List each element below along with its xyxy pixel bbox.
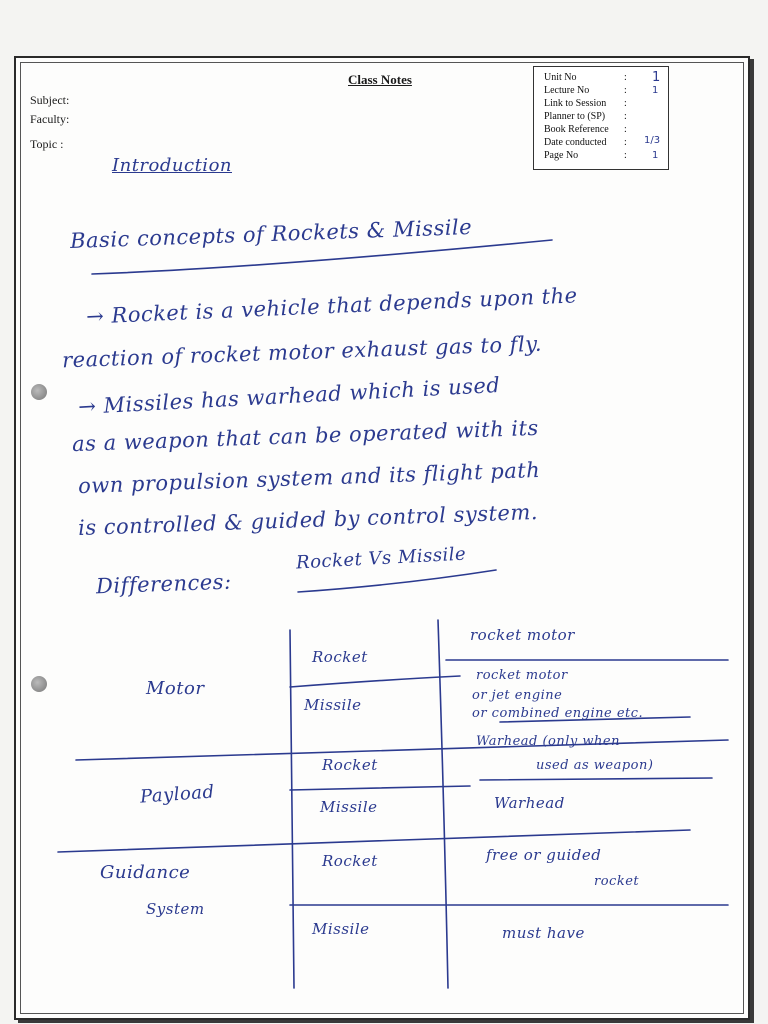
category-guidance-line-2: System <box>146 900 205 918</box>
differences-title: Rocket Vs Missile <box>295 543 467 574</box>
motor-missile-desc-2: or jet engine <box>472 688 563 703</box>
notes-line-3: → Missiles has warhead which is used <box>77 372 501 420</box>
differences-label: Differences: <box>95 569 232 599</box>
motor-missile-desc-1: rocket motor <box>476 668 568 683</box>
payload-rocket-desc-2: used as weapon) <box>536 758 654 773</box>
notes-line-1: → Rocket is a vehicle that depends upon the <box>85 283 578 329</box>
page-title: Class Notes <box>348 72 412 87</box>
category-guidance-line-1: Guidance <box>100 862 191 883</box>
category-payload: Payload <box>139 781 216 808</box>
meta-value-date: 1/3 <box>644 135 661 146</box>
notes-line-4: as a weapon that can be operated with its <box>71 415 540 457</box>
notes-line-5: own propulsion system and its flight path <box>77 457 541 499</box>
topic-value: Introduction <box>112 155 232 176</box>
meta-value-lecture: 1 <box>652 85 659 96</box>
meta-label-link: Link to Session <box>544 98 607 109</box>
motor-rocket-type: Rocket <box>312 648 368 666</box>
meta-label-page: Page No <box>544 150 579 161</box>
guidance-missile-type: Missile <box>312 920 370 938</box>
motor-rocket-desc: rocket motor <box>470 626 575 644</box>
subject-label: Subject: <box>30 93 70 107</box>
guidance-rocket-desc-2: rocket <box>594 874 640 889</box>
notes-line-6: is controlled & guided by control system. <box>77 499 539 541</box>
topic-label: Topic : <box>30 137 64 151</box>
meta-value-unit: 1 <box>652 70 661 85</box>
meta-label-unit: Unit No <box>544 72 577 83</box>
meta-value-page: 1 <box>652 150 659 161</box>
payload-rocket-type: Rocket <box>322 756 378 774</box>
payload-missile-desc: Warhead <box>494 794 565 812</box>
category-motor: Motor <box>146 678 205 699</box>
notes-line-2: reaction of rocket motor exhaust gas to fly. <box>61 331 543 373</box>
faculty-label: Faculty: <box>30 112 70 126</box>
meta-label-lecture: Lecture No <box>544 85 590 96</box>
meta-box: Unit No Lecture No Link to Session Planner to (SP) Book Reference Date conducted Page No : : : : : : : 1 1 1/3 1 <box>533 66 669 170</box>
motor-missile-desc-3: or combined engine etc. <box>472 706 644 721</box>
guidance-rocket-type: Rocket <box>322 852 378 870</box>
payload-missile-type: Missile <box>320 798 378 816</box>
payload-rocket-desc-1: Warhead (only when <box>476 734 620 749</box>
meta-label-book: Book Reference <box>544 124 609 135</box>
meta-label-date: Date conducted <box>544 137 607 148</box>
guidance-rocket-desc-1: free or guided <box>486 846 602 864</box>
meta-label-planner: Planner to (SP) <box>544 111 606 122</box>
motor-missile-type: Missile <box>304 696 362 714</box>
notes-heading: Basic concepts of Rockets & Missile <box>69 214 473 254</box>
guidance-missile-desc: must have <box>502 924 585 942</box>
